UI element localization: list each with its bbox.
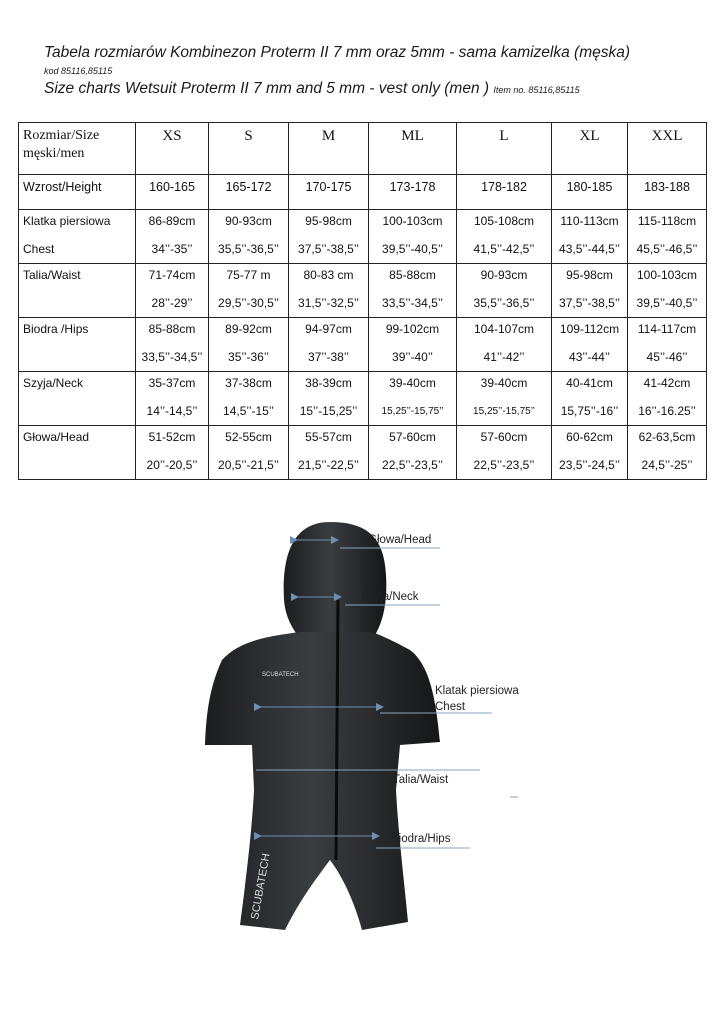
head-cm-value: 51-52cm: [148, 430, 196, 444]
table-row: [19, 318, 707, 372]
head-inch-value: 20’’-20,5’’: [146, 458, 198, 472]
chest-cm-value: 100-103cm: [382, 214, 443, 228]
neck-inch-value: 15,25’’-15,75’’: [381, 406, 444, 417]
head-inch-value: 24,5’’-25’’: [641, 458, 693, 472]
chest-cm-value: 115-118cm: [637, 214, 697, 228]
waist-inch-value: 37,5’’-38,5’’: [559, 296, 620, 310]
hips-cm-value: 85-88cm: [148, 322, 196, 336]
neck-inch-value: 14,5’’-15’’: [223, 404, 274, 418]
chest-cell: [209, 210, 289, 264]
label-head: Głowa/Head: [368, 534, 432, 546]
table-row: [19, 426, 707, 480]
row-label-line2: Chest: [23, 242, 55, 256]
chest-cell: [457, 210, 552, 264]
label-chest-line2: Chest: [435, 701, 466, 713]
waist-cm-value: 85-88cm: [389, 268, 436, 282]
waist-cm-value: 95-98cm: [566, 268, 613, 282]
chest-inch-value: 39,5’’-40,5’’: [382, 242, 443, 256]
waist-cm-value: 80-83 cm: [303, 268, 354, 282]
chest-cell: [552, 210, 628, 264]
hips-cell: [136, 318, 209, 372]
waist-cm-value: 90-93cm: [480, 268, 528, 282]
head-cm-value: 57-60cm: [480, 430, 528, 444]
waist-cell: [289, 264, 369, 318]
chest-inch-value: 34’’-35’’: [151, 242, 193, 256]
size-header-cell: L: [457, 123, 552, 175]
title-english-text: Size charts Wetsuit Proterm II 7 mm and 5 mm - vest only (men ): [44, 80, 490, 97]
neck-cell: [369, 372, 457, 426]
neck-inch-value: 16’’-16.25’’: [638, 404, 696, 418]
title-english: [44, 80, 580, 98]
waist-inch-value: 29,5’’-30,5’’: [218, 296, 279, 310]
head-cell: [136, 426, 209, 480]
head-cell: [209, 426, 289, 480]
table-row: [19, 372, 707, 426]
chest-inch-value: 43,5’’-44,5’’: [559, 242, 620, 256]
head-cm-value: 62-63,5cm: [638, 430, 696, 444]
neck-cm-value: 39-40cm: [480, 376, 528, 390]
head-inch-value: 22,5’’-23,5’’: [382, 458, 443, 472]
waist-cell: [136, 264, 209, 318]
hips-inch-value: 37’’-38’’: [308, 350, 349, 364]
hips-cm-value: 99-102cm: [385, 322, 440, 336]
waist-inch-value: 28’’-29’’: [151, 296, 193, 310]
row-label: [19, 210, 136, 264]
head-inch-value: 22,5’’-23,5’’: [473, 458, 535, 472]
table-row: [19, 210, 707, 264]
header-corner-cell: [19, 123, 136, 175]
leg-brand-text: SCUBATECH: [249, 852, 273, 921]
hips-inch-value: 39’’-40’’: [392, 350, 433, 364]
row-label: [19, 426, 136, 480]
header-corner-line1: Rozmiar/Size: [23, 128, 100, 143]
waist-cell: [457, 264, 552, 318]
head-cm-value: 52-55cm: [225, 430, 272, 444]
label-chest: [435, 683, 519, 715]
head-cell: [369, 426, 457, 480]
header-corner-line2: męski/men: [23, 146, 85, 161]
hips-cell: [209, 318, 289, 372]
size-header-cell: XS: [136, 123, 209, 175]
chest-cm-value: 86-89cm: [148, 214, 196, 228]
waist-cell: [628, 264, 707, 318]
hips-inch-value: 41’’-42’’: [483, 350, 525, 364]
waist-inch-value: 31,5’’-32,5’’: [298, 296, 359, 310]
hips-cm-value: 89-92cm: [225, 322, 272, 336]
row-label: [19, 318, 136, 372]
height-cell: 180-185: [552, 175, 628, 210]
chest-cell: [289, 210, 369, 264]
title-polish: Tabela rozmiarów Kombinezon Proterm II 7 mm oraz 5mm - sama kamizelka (męska): [44, 44, 631, 61]
height-cell: 178-182: [457, 175, 552, 210]
waist-cm-value: 100-103cm: [636, 268, 698, 282]
hips-cm-value: 114-117cm: [637, 322, 697, 336]
waist-cell: [369, 264, 457, 318]
hips-cell: [552, 318, 628, 372]
neck-cell: [457, 372, 552, 426]
head-cell: [457, 426, 552, 480]
chest-inch-value: 37,5’’-38,5’’: [298, 242, 359, 256]
row-label-text: Talia/Waist: [23, 268, 81, 282]
neck-cm-value: 40-41cm: [566, 376, 613, 390]
hips-inch-value: 43’’-44’’: [569, 350, 610, 364]
waist-cell: [552, 264, 628, 318]
label-chest-line1: Klatak piersiowa: [435, 685, 519, 697]
size-header-cell: ML: [369, 123, 457, 175]
neck-inch-value: 14’’-14,5’’: [146, 404, 198, 418]
neck-cell: [209, 372, 289, 426]
hips-cm-value: 94-97cm: [305, 322, 352, 336]
head-cell: [289, 426, 369, 480]
hips-cell: [628, 318, 707, 372]
head-cm-value: 55-57cm: [305, 430, 352, 444]
neck-cell: [136, 372, 209, 426]
height-cell: 173-178: [369, 175, 457, 210]
size-header-cell: XXL: [628, 123, 707, 175]
height-cell: 170-175: [289, 175, 369, 210]
neck-cm-value: 41-42cm: [643, 376, 691, 390]
waist-cell: [209, 264, 289, 318]
front-zipper: [336, 600, 338, 860]
head-cell: [628, 426, 707, 480]
chest-cm-value: 95-98cm: [305, 214, 352, 228]
chest-cm-value: 90-93cm: [225, 214, 272, 228]
label-hips: Biodra/Hips: [391, 833, 451, 845]
row-label-text: Biodra /Hips: [23, 322, 89, 336]
hips-cm-value: 104-107cm: [473, 322, 535, 336]
hips-inch-value: 35’’-36’’: [228, 350, 269, 364]
hips-cell: [369, 318, 457, 372]
head-inch-value: 21,5’’-22,5’’: [298, 458, 359, 472]
head-inch-value: 23,5’’-24,5’’: [559, 458, 620, 472]
row-label: [19, 372, 136, 426]
chest-inch-value: 45,5’’-46,5’’: [636, 242, 698, 256]
size-header-cell: XL: [552, 123, 628, 175]
neck-cell: [628, 372, 707, 426]
head-cell: [552, 426, 628, 480]
head-cm-value: 57-60cm: [389, 430, 436, 444]
hips-cell: [289, 318, 369, 372]
height-cell: 165-172: [209, 175, 289, 210]
chest-brand-text: SCUBATECH: [262, 672, 299, 678]
neck-cm-value: 37-38cm: [225, 376, 272, 390]
label-neck: Szyja/Neck: [361, 591, 419, 603]
neck-cm-value: 38-39cm: [305, 376, 352, 390]
neck-inch-value: 15,75’’-16’’: [560, 404, 619, 418]
hips-inch-value: 33,5’’-34,5’’: [141, 350, 203, 364]
neck-cm-value: 39-40cm: [389, 376, 436, 390]
neck-cm-value: 35-37cm: [148, 376, 196, 390]
row-label: [19, 264, 136, 318]
waist-inch-value: 33,5’’-34,5’’: [382, 296, 443, 310]
neck-inch-value: 15’’-15,25’’: [299, 404, 358, 418]
chest-cell: [628, 210, 707, 264]
height-cell: 160-165: [136, 175, 209, 210]
item-number: Item no. 85116,85115: [493, 85, 580, 95]
hips-cell: [457, 318, 552, 372]
chest-cm-value: 105-108cm: [473, 214, 535, 228]
label-waist: Talia/Waist: [393, 774, 449, 786]
size-header-cell: M: [289, 123, 369, 175]
chest-cm-value: 110-113cm: [560, 214, 619, 228]
waist-cm-value: 75-77 m: [226, 268, 271, 282]
neck-cell: [289, 372, 369, 426]
product-code-polish: kod 85116,85115: [44, 66, 113, 76]
row-label-text: Głowa/Head: [23, 430, 90, 444]
size-chart-table: [18, 122, 707, 480]
table-row: [19, 264, 707, 318]
row-label: Wzrost/Height: [19, 175, 136, 210]
height-cell: 183-188: [628, 175, 707, 210]
chest-cell: [369, 210, 457, 264]
table-header-row: [19, 123, 707, 175]
head-inch-value: 20,5’’-21,5’’: [218, 458, 279, 472]
chest-inch-value: 41,5’’-42,5’’: [473, 242, 535, 256]
head-cm-value: 60-62cm: [566, 430, 613, 444]
chest-inch-value: 35,5’’-36,5’’: [218, 242, 279, 256]
neck-cell: [552, 372, 628, 426]
size-header-cell: S: [209, 123, 289, 175]
row-label-text: Szyja/Neck: [23, 376, 84, 390]
neck-inch-value: 15,25’’-15,75’’: [473, 406, 535, 417]
row-label-line1: Klatka piersiowa: [23, 214, 111, 228]
waist-inch-value: 39,5’’-40,5’’: [636, 296, 698, 310]
chest-cell: [136, 210, 209, 264]
table-row: [19, 175, 707, 210]
hips-inch-value: 45’’-46’’: [646, 350, 688, 364]
waist-inch-value: 35,5’’-36,5’’: [473, 296, 535, 310]
waist-cm-value: 71-74cm: [148, 268, 196, 282]
hips-cm-value: 109-112cm: [559, 322, 620, 336]
